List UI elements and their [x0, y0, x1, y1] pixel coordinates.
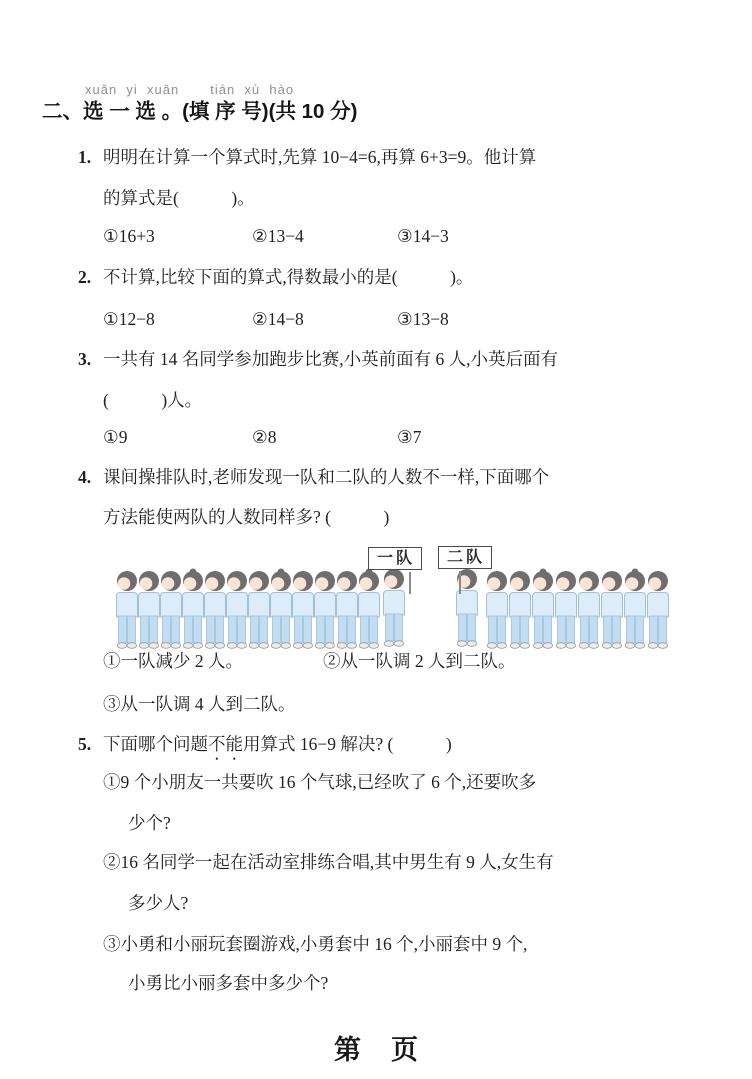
question-1-option-2: ②13−4	[252, 226, 304, 246]
child-figure	[623, 568, 647, 650]
child-figure	[225, 568, 249, 650]
page-footer	[0, 1028, 752, 1067]
child-figure	[115, 568, 139, 650]
question-1-option-1: ①16+3	[103, 226, 155, 246]
question-3-option-3: ③7	[397, 427, 422, 447]
question-3-line2: ( )人。	[103, 390, 203, 410]
child-figure	[247, 568, 271, 650]
pinyin-row	[85, 82, 294, 97]
question-5-sub2-line1: ②16 名同学一起在活动室排练合唱,其中男生有 9 人,女生有	[103, 852, 554, 872]
child-figure	[335, 568, 359, 650]
footer-prefix: 第	[334, 1035, 361, 1065]
child-figure	[159, 568, 183, 650]
question-5-title-emphasis: 不能	[208, 734, 243, 754]
question-5-sub2-line2: 多少人?	[128, 893, 189, 913]
question-3-line1: 一共有 14 名同学参加跑步比赛,小英前面有 6 人,小英后面有	[103, 349, 558, 369]
question-3-option-1: ①9	[103, 427, 128, 447]
question-5-title-post: 用算式 16−9 解决? ( )	[243, 734, 452, 754]
question-1-number: 1.	[78, 147, 92, 167]
question-4-number: 4.	[78, 467, 92, 487]
question-1-option-3: ③14−3	[397, 226, 449, 246]
question-2-options	[103, 299, 449, 339]
queue-figure	[110, 544, 675, 656]
child-figure	[203, 568, 227, 650]
question-5-sub1-line1: ①9 个小朋友一共要吹 16 个气球,已经吹了 6 个,还要吹多	[103, 772, 537, 792]
question-2-number: 2.	[78, 267, 92, 287]
question-2-option-2: ②14−8	[252, 309, 304, 329]
question-5-sub1-line2: 少个?	[128, 813, 171, 833]
question-2-option-1: ①12−8	[103, 309, 155, 329]
line1-sign-stick	[409, 572, 411, 594]
question-5-sub3-line2: 小勇比小丽多套中多少个?	[128, 973, 329, 993]
question-4-options-row1	[103, 641, 516, 681]
child-figure	[269, 568, 293, 650]
question-2-option-3: ③13−8	[397, 309, 449, 329]
question-5-number: 5.	[78, 734, 92, 754]
child-figure	[313, 568, 337, 650]
child-figure	[485, 568, 509, 650]
pinyin-part2: tián xù hào	[210, 82, 295, 97]
question-2-line1: 不计算,比较下面的算式,得数最小的是( )。	[103, 267, 474, 287]
child-figure	[137, 568, 161, 650]
child-figure	[600, 568, 624, 650]
question-3-option-2: ②8	[252, 427, 277, 447]
question-4-option-3: ③从一队调 4 人到二队。	[103, 694, 296, 714]
child-figure	[508, 568, 532, 650]
child-figure	[531, 568, 555, 650]
child-figure	[181, 568, 205, 650]
question-1-line1: 明明在计算一个算式时,先算 10−4=6,再算 6+3=9。他计算	[103, 147, 537, 167]
child-figure	[382, 566, 406, 648]
question-3-options	[103, 417, 421, 457]
footer-suffix: 页	[391, 1035, 418, 1065]
child-figure	[357, 568, 381, 650]
question-1-line2: 的算式是( )。	[103, 188, 255, 208]
child-figure	[554, 568, 578, 650]
pinyin-part1: xuǎn yi xuǎn	[85, 82, 180, 97]
child-figure	[291, 568, 315, 650]
question-4-option-2: ②从一队调 2 人到二队。	[323, 651, 516, 671]
question-4-line1: 课间操排队时,老师发现一队和二队的人数不一样,下面哪个	[103, 467, 550, 487]
line2-sign-stick	[459, 571, 461, 594]
question-5-title	[103, 724, 452, 764]
question-4-line2: 方法能使两队的人数同样多? ( )	[103, 507, 390, 527]
question-5-sub3-line1: ③小勇和小丽玩套圈游戏,小勇套中 16 个,小丽套中 9 个,	[103, 934, 528, 954]
question-1-options	[103, 216, 449, 256]
child-figure	[577, 568, 601, 650]
line1-sign: 一队	[368, 547, 422, 570]
line2-sign: 二队	[438, 546, 492, 569]
question-4-option-1: ①一队减少 2 人。	[103, 651, 243, 671]
question-5-title-pre: 下面哪个问题	[103, 734, 208, 754]
question-3-number: 3.	[78, 349, 92, 369]
child-figure	[646, 568, 670, 650]
section-heading: 二、选 一 选 。(填 序 号)(共 10 分)	[42, 100, 358, 123]
